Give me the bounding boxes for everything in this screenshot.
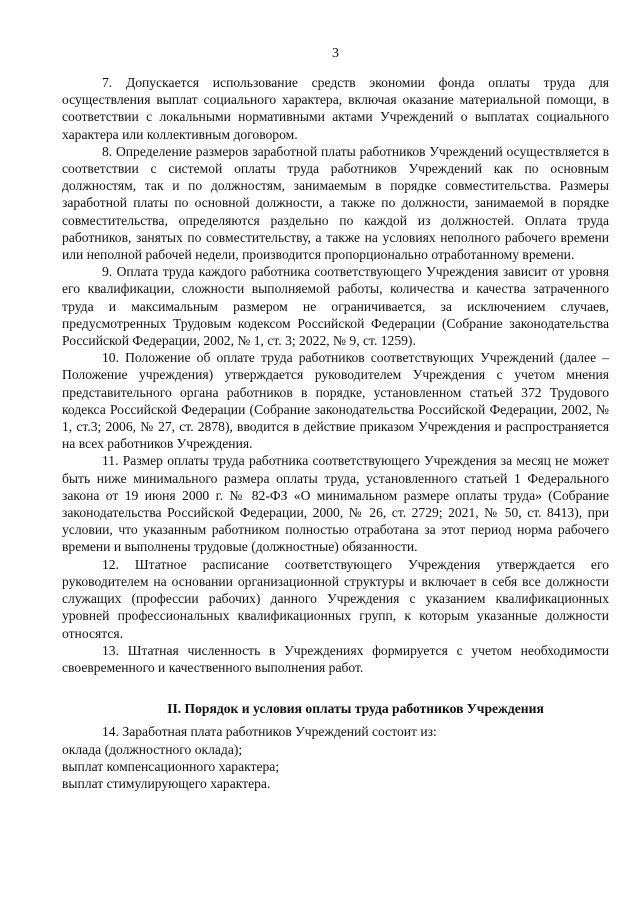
section-heading: II. Порядок и условия оплаты труда работников Учреждения [167,701,544,717]
list-intro: 14. Заработная плата работников Учреждений состоит из: [102,724,437,740]
page-number: 3 [332,46,339,61]
paragraph-10: 10. Положение об оплате труда работников соответствующих Учреждений (далее – Положение учреждения) утверждается руководителем Учреждения с учетом мнения представительного органа работников в порядке, установленном статьей 372 Трудового кодекса Российской Федерации (Собрание законодательства Российской Федерации, 2002, № 1, ст.3; 2006, № 27, ст. 2878), вводится в действие приказом Учреждения и распространяется на всех работников Учреждения. [62,350,609,452]
paragraph-8: 8. Определение размеров заработной платы работников Учреждений осуществляется в соответствии с системой оплаты труда работников Учреждений как по основным должностям, так и по должностям, занимаемым в порядке совместительства. Размеры заработной платы по основной должности, а также по должности, занимаемой в порядке совместительства, определяются раздельно по каждой из должностей. Оплата труда работников, занятых по совместительству, а также на условиях неполного рабочего времени или неполной рабочей недели, производится пропорционально отработанному времени. [62,143,609,263]
list-item: выплат компенсационного характера; [62,758,280,774]
paragraph-13: 13. Штатная численность в Учреждениях формируется с учетом необходимости своевременного и качественного выполнения работ. [62,642,609,675]
paragraph-9: 9. Оплата труда каждого работника соответствующего Учреждения зависит от уровня его квалификации, сложности выполняемой работы, количества и качества затраченного труда и максимальным размером не ограничивается, за исключением случаев, предусмотренных Трудовым кодексом Российской Федерации (Собрание законодательства Российской Федерации, 2002, № 1, ст. 3; 2022, № 9, ст. 1259). [62,264,609,349]
paragraph-7: 7. Допускается использование средств экономии фонда оплаты труда для осуществления выплат социального характера, включая оказание материальной помощи, в соответствии с локальными нормативными актами Учреждений о выплатах социального характера или коллективным договором. [62,75,609,142]
list-item: оклада (должностного оклада); [62,741,243,757]
list-item: выплат стимулирующего характера. [62,775,271,791]
paragraph-11: 11. Размер оплаты труда работника соответствующего Учреждения за месяц не может быть ниже минимального размера оплаты труда, установленного статьей 1 Федерального закона от 19 июня 2000 г. № 82-ФЗ «О минимальном размере оплаты труда» (Собрание законодательства Российской Федерации, 2000, № 26, ст. 2729; 2021, № 50, ст. 8413), при условии, что указанным работником полностью отработана за этот период норма рабочего времени и выполнены трудовые (должностные) обязанности. [62,453,609,555]
paragraph-12: 12. Штатное расписание соответствующего Учреждения утверждается его руководителем на основании организационной структуры и включает в себя все должности служащих (профессии рабочих) данного Учреждения с указанием квалификационных уровней профессиональных квалификационных групп, к которым указанные должности относятся. [62,556,609,641]
